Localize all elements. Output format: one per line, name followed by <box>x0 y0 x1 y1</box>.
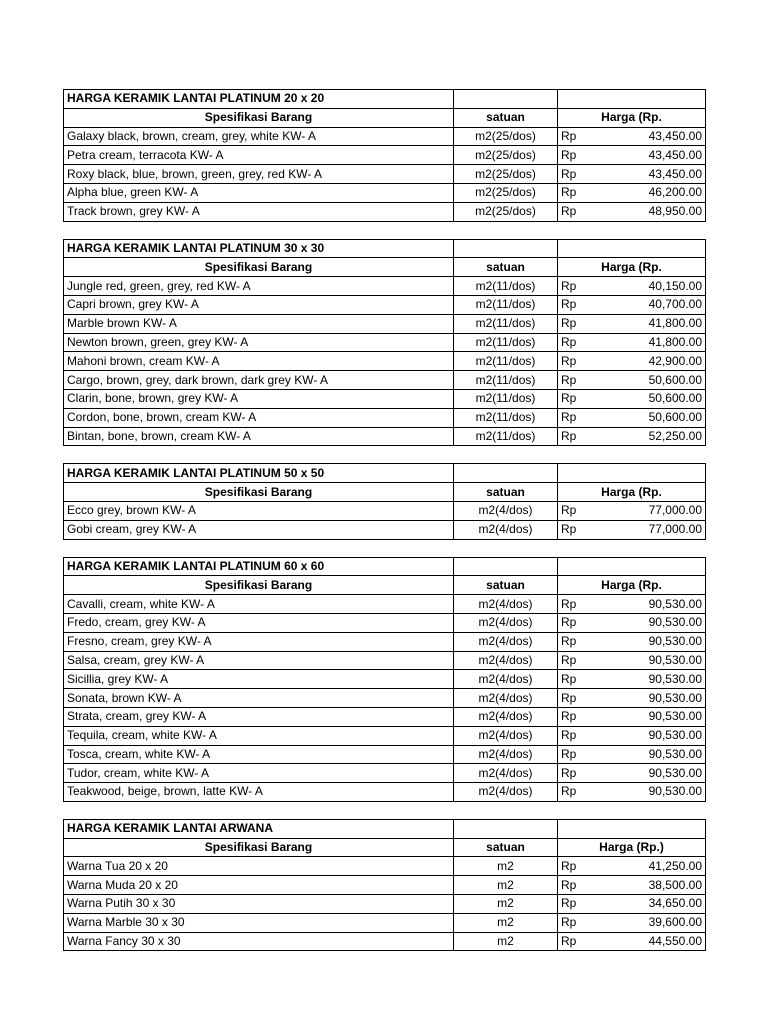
currency-cell: Rp <box>558 876 603 895</box>
price-cell: 90,530.00 <box>603 726 706 745</box>
table-row <box>64 595 706 614</box>
table-row <box>64 651 706 670</box>
currency-cell: Rp <box>558 613 603 632</box>
currency-cell: Rp <box>558 127 603 146</box>
table-row <box>64 932 706 951</box>
price-cell: 90,530.00 <box>603 689 706 708</box>
currency-cell: Rp <box>558 389 603 408</box>
price-cell: 44,550.00 <box>603 932 706 951</box>
price-cell: 90,530.00 <box>603 783 706 802</box>
unit-cell: m2(11/dos) <box>454 277 558 296</box>
spec-column-header: Spesifikasi Barang <box>64 258 454 277</box>
spec-cell: Tudor, cream, white KW- A <box>64 764 454 783</box>
price-cell: 50,600.00 <box>603 371 706 390</box>
unit-cell: m2(11/dos) <box>454 295 558 314</box>
price-cell: 90,530.00 <box>603 707 706 726</box>
price-cell: 41,250.00 <box>603 857 706 876</box>
price-cell: 34,650.00 <box>603 895 706 914</box>
table-row <box>64 408 706 427</box>
spec-cell: Warna Muda 20 x 20 <box>64 876 454 895</box>
unit-cell: m2 <box>454 932 558 951</box>
price-cell: 50,600.00 <box>603 408 706 427</box>
spec-cell: Warna Tua 20 x 20 <box>64 857 454 876</box>
empty-cell <box>558 239 706 258</box>
currency-cell: Rp <box>558 764 603 783</box>
table-title-row <box>64 819 706 838</box>
currency-cell: Rp <box>558 895 603 914</box>
table-row <box>64 913 706 932</box>
currency-cell: Rp <box>558 783 603 802</box>
currency-cell: Rp <box>558 726 603 745</box>
currency-cell: Rp <box>558 333 603 352</box>
spec-cell: Strata, cream, grey KW- A <box>64 707 454 726</box>
unit-cell: m2(4/dos) <box>454 651 558 670</box>
unit-cell: m2(4/dos) <box>454 520 558 539</box>
unit-cell: m2(11/dos) <box>454 427 558 446</box>
spec-cell: Sonata, brown KW- A <box>64 689 454 708</box>
spec-cell: Marble brown KW- A <box>64 314 454 333</box>
section-spacer <box>63 446 705 463</box>
currency-cell: Rp <box>558 427 603 446</box>
currency-cell: Rp <box>558 707 603 726</box>
table-title: HARGA KERAMIK LANTAI PLATINUM 30 x 30 <box>64 239 454 258</box>
spec-cell: Petra cream, terracota KW- A <box>64 146 454 165</box>
price-cell: 77,000.00 <box>603 520 706 539</box>
table-row <box>64 333 706 352</box>
currency-cell: Rp <box>558 651 603 670</box>
unit-cell: m2 <box>454 876 558 895</box>
currency-cell: Rp <box>558 314 603 333</box>
price-list-sheet <box>63 89 705 951</box>
currency-cell: Rp <box>558 202 603 221</box>
currency-cell: Rp <box>558 913 603 932</box>
table-row <box>64 352 706 371</box>
currency-cell: Rp <box>558 932 603 951</box>
currency-cell: Rp <box>558 165 603 184</box>
unit-column-header: satuan <box>454 576 558 595</box>
currency-cell: Rp <box>558 689 603 708</box>
empty-cell <box>454 557 558 576</box>
table-row <box>64 202 706 221</box>
spec-cell: Gobi cream, grey KW- A <box>64 520 454 539</box>
spec-cell: Cargo, brown, grey, dark brown, dark grey KW- A <box>64 371 454 390</box>
table-row <box>64 520 706 539</box>
price-column-header: Harga (Rp. <box>558 483 706 502</box>
price-table-4 <box>63 557 706 802</box>
unit-column-header: satuan <box>454 258 558 277</box>
spec-cell: Tequila, cream, white KW- A <box>64 726 454 745</box>
empty-cell <box>454 90 558 109</box>
table-row <box>64 895 706 914</box>
unit-cell: m2 <box>454 857 558 876</box>
spec-cell: Capri brown, grey KW- A <box>64 295 454 314</box>
spec-cell: Warna Putih 30 x 30 <box>64 895 454 914</box>
spec-cell: Teakwood, beige, brown, latte KW- A <box>64 783 454 802</box>
unit-cell: m2 <box>454 895 558 914</box>
table-row <box>64 295 706 314</box>
spec-cell: Cordon, bone, brown, cream KW- A <box>64 408 454 427</box>
price-cell: 52,250.00 <box>603 427 706 446</box>
price-cell: 43,450.00 <box>603 165 706 184</box>
price-table-5 <box>63 819 706 952</box>
table-row <box>64 501 706 520</box>
table-row <box>64 670 706 689</box>
price-cell: 38,500.00 <box>603 876 706 895</box>
spec-column-header: Spesifikasi Barang <box>64 838 454 857</box>
currency-cell: Rp <box>558 352 603 371</box>
unit-cell: m2(11/dos) <box>454 352 558 371</box>
empty-cell <box>454 464 558 483</box>
section-spacer <box>63 802 705 819</box>
table-row <box>64 183 706 202</box>
price-cell: 39,600.00 <box>603 913 706 932</box>
empty-cell <box>454 239 558 258</box>
currency-cell: Rp <box>558 146 603 165</box>
table-title-row <box>64 239 706 258</box>
table-title-row <box>64 557 706 576</box>
unit-cell: m2(11/dos) <box>454 408 558 427</box>
spec-cell: Bintan, bone, brown, cream KW- A <box>64 427 454 446</box>
table-row <box>64 764 706 783</box>
empty-cell <box>558 90 706 109</box>
unit-cell: m2(11/dos) <box>454 333 558 352</box>
price-cell: 41,800.00 <box>603 333 706 352</box>
price-cell: 40,700.00 <box>603 295 706 314</box>
empty-cell <box>558 464 706 483</box>
spec-cell: Sicillia, grey KW- A <box>64 670 454 689</box>
price-cell: 90,530.00 <box>603 651 706 670</box>
spec-cell: Cavalli, cream, white KW- A <box>64 595 454 614</box>
unit-column-header: satuan <box>454 483 558 502</box>
spec-cell: Fresno, cream, grey KW- A <box>64 632 454 651</box>
table-row <box>64 277 706 296</box>
currency-cell: Rp <box>558 501 603 520</box>
unit-cell: m2(4/dos) <box>454 707 558 726</box>
currency-cell: Rp <box>558 371 603 390</box>
spec-column-header: Spesifikasi Barang <box>64 483 454 502</box>
table-row <box>64 857 706 876</box>
table-row <box>64 314 706 333</box>
currency-cell: Rp <box>558 595 603 614</box>
price-column-header: Harga (Rp. <box>558 258 706 277</box>
price-cell: 41,800.00 <box>603 314 706 333</box>
currency-cell: Rp <box>558 295 603 314</box>
section-spacer <box>63 540 705 557</box>
currency-cell: Rp <box>558 183 603 202</box>
table-row <box>64 745 706 764</box>
table-header-row <box>64 258 706 277</box>
price-cell: 90,530.00 <box>603 670 706 689</box>
price-column-header: Harga (Rp. <box>558 576 706 595</box>
spec-cell: Warna Fancy 30 x 30 <box>64 932 454 951</box>
unit-column-header: satuan <box>454 108 558 127</box>
table-row <box>64 876 706 895</box>
currency-cell: Rp <box>558 520 603 539</box>
spec-cell: Clarin, bone, brown, grey KW- A <box>64 389 454 408</box>
table-title-row <box>64 464 706 483</box>
table-title: HARGA KERAMIK LANTAI PLATINUM 20 x 20 <box>64 90 454 109</box>
table-row <box>64 427 706 446</box>
unit-cell: m2(4/dos) <box>454 595 558 614</box>
price-cell: 77,000.00 <box>603 501 706 520</box>
table-row <box>64 165 706 184</box>
price-cell: 40,150.00 <box>603 277 706 296</box>
empty-cell <box>558 557 706 576</box>
price-cell: 90,530.00 <box>603 595 706 614</box>
table-row <box>64 726 706 745</box>
spec-cell: Tosca, cream, white KW- A <box>64 745 454 764</box>
section-spacer <box>63 222 705 239</box>
table-row <box>64 783 706 802</box>
unit-cell: m2(4/dos) <box>454 726 558 745</box>
price-cell: 90,530.00 <box>603 632 706 651</box>
price-cell: 46,200.00 <box>603 183 706 202</box>
price-column-header: Harga (Rp.) <box>558 838 706 857</box>
spec-cell: Fredo, cream, grey KW- A <box>64 613 454 632</box>
table-header-row <box>64 838 706 857</box>
spec-cell: Jungle red, green, grey, red KW- A <box>64 277 454 296</box>
price-column-header: Harga (Rp. <box>558 108 706 127</box>
unit-cell: m2(4/dos) <box>454 670 558 689</box>
table-title-row <box>64 90 706 109</box>
price-cell: 90,530.00 <box>603 613 706 632</box>
table-header-row <box>64 576 706 595</box>
table-title: HARGA KERAMIK LANTAI PLATINUM 50 x 50 <box>64 464 454 483</box>
unit-cell: m2(4/dos) <box>454 764 558 783</box>
table-row <box>64 689 706 708</box>
table-title: HARGA KERAMIK LANTAI ARWANA <box>64 819 454 838</box>
unit-cell: m2(25/dos) <box>454 146 558 165</box>
spec-cell: Ecco grey, brown KW- A <box>64 501 454 520</box>
unit-cell: m2(25/dos) <box>454 183 558 202</box>
unit-cell: m2(4/dos) <box>454 632 558 651</box>
spec-cell: Alpha blue, green KW- A <box>64 183 454 202</box>
unit-cell: m2(11/dos) <box>454 371 558 390</box>
spec-cell: Galaxy black, brown, cream, grey, white KW- A <box>64 127 454 146</box>
table-header-row <box>64 483 706 502</box>
currency-cell: Rp <box>558 277 603 296</box>
unit-cell: m2(4/dos) <box>454 745 558 764</box>
spec-cell: Newton brown, green, grey KW- A <box>64 333 454 352</box>
spec-cell: Roxy black, blue, brown, green, grey, red KW- A <box>64 165 454 184</box>
price-cell: 90,530.00 <box>603 745 706 764</box>
currency-cell: Rp <box>558 408 603 427</box>
spec-cell: Warna Marble 30 x 30 <box>64 913 454 932</box>
currency-cell: Rp <box>558 745 603 764</box>
unit-cell: m2 <box>454 913 558 932</box>
currency-cell: Rp <box>558 857 603 876</box>
table-row <box>64 632 706 651</box>
spec-cell: Track brown, grey KW- A <box>64 202 454 221</box>
price-cell: 50,600.00 <box>603 389 706 408</box>
unit-column-header: satuan <box>454 838 558 857</box>
price-table-3 <box>63 463 706 539</box>
spec-cell: Salsa, cream, grey KW- A <box>64 651 454 670</box>
spec-cell: Mahoni brown, cream KW- A <box>64 352 454 371</box>
table-row <box>64 389 706 408</box>
table-title: HARGA KERAMIK LANTAI PLATINUM 60 x 60 <box>64 557 454 576</box>
table-row <box>64 371 706 390</box>
unit-cell: m2(25/dos) <box>454 202 558 221</box>
empty-cell <box>558 819 706 838</box>
price-table-1 <box>63 89 706 222</box>
price-table-2 <box>63 239 706 447</box>
currency-cell: Rp <box>558 632 603 651</box>
table-row <box>64 146 706 165</box>
price-cell: 48,950.00 <box>603 202 706 221</box>
unit-cell: m2(4/dos) <box>454 783 558 802</box>
price-cell: 42,900.00 <box>603 352 706 371</box>
empty-cell <box>454 819 558 838</box>
unit-cell: m2(25/dos) <box>454 127 558 146</box>
price-cell: 90,530.00 <box>603 764 706 783</box>
table-row <box>64 707 706 726</box>
table-row <box>64 127 706 146</box>
unit-cell: m2(4/dos) <box>454 613 558 632</box>
price-cell: 43,450.00 <box>603 146 706 165</box>
unit-cell: m2(4/dos) <box>454 689 558 708</box>
unit-cell: m2(4/dos) <box>454 501 558 520</box>
unit-cell: m2(11/dos) <box>454 314 558 333</box>
spec-column-header: Spesifikasi Barang <box>64 108 454 127</box>
unit-cell: m2(11/dos) <box>454 389 558 408</box>
price-cell: 43,450.00 <box>603 127 706 146</box>
spec-column-header: Spesifikasi Barang <box>64 576 454 595</box>
table-row <box>64 613 706 632</box>
table-header-row <box>64 108 706 127</box>
currency-cell: Rp <box>558 670 603 689</box>
unit-cell: m2(25/dos) <box>454 165 558 184</box>
